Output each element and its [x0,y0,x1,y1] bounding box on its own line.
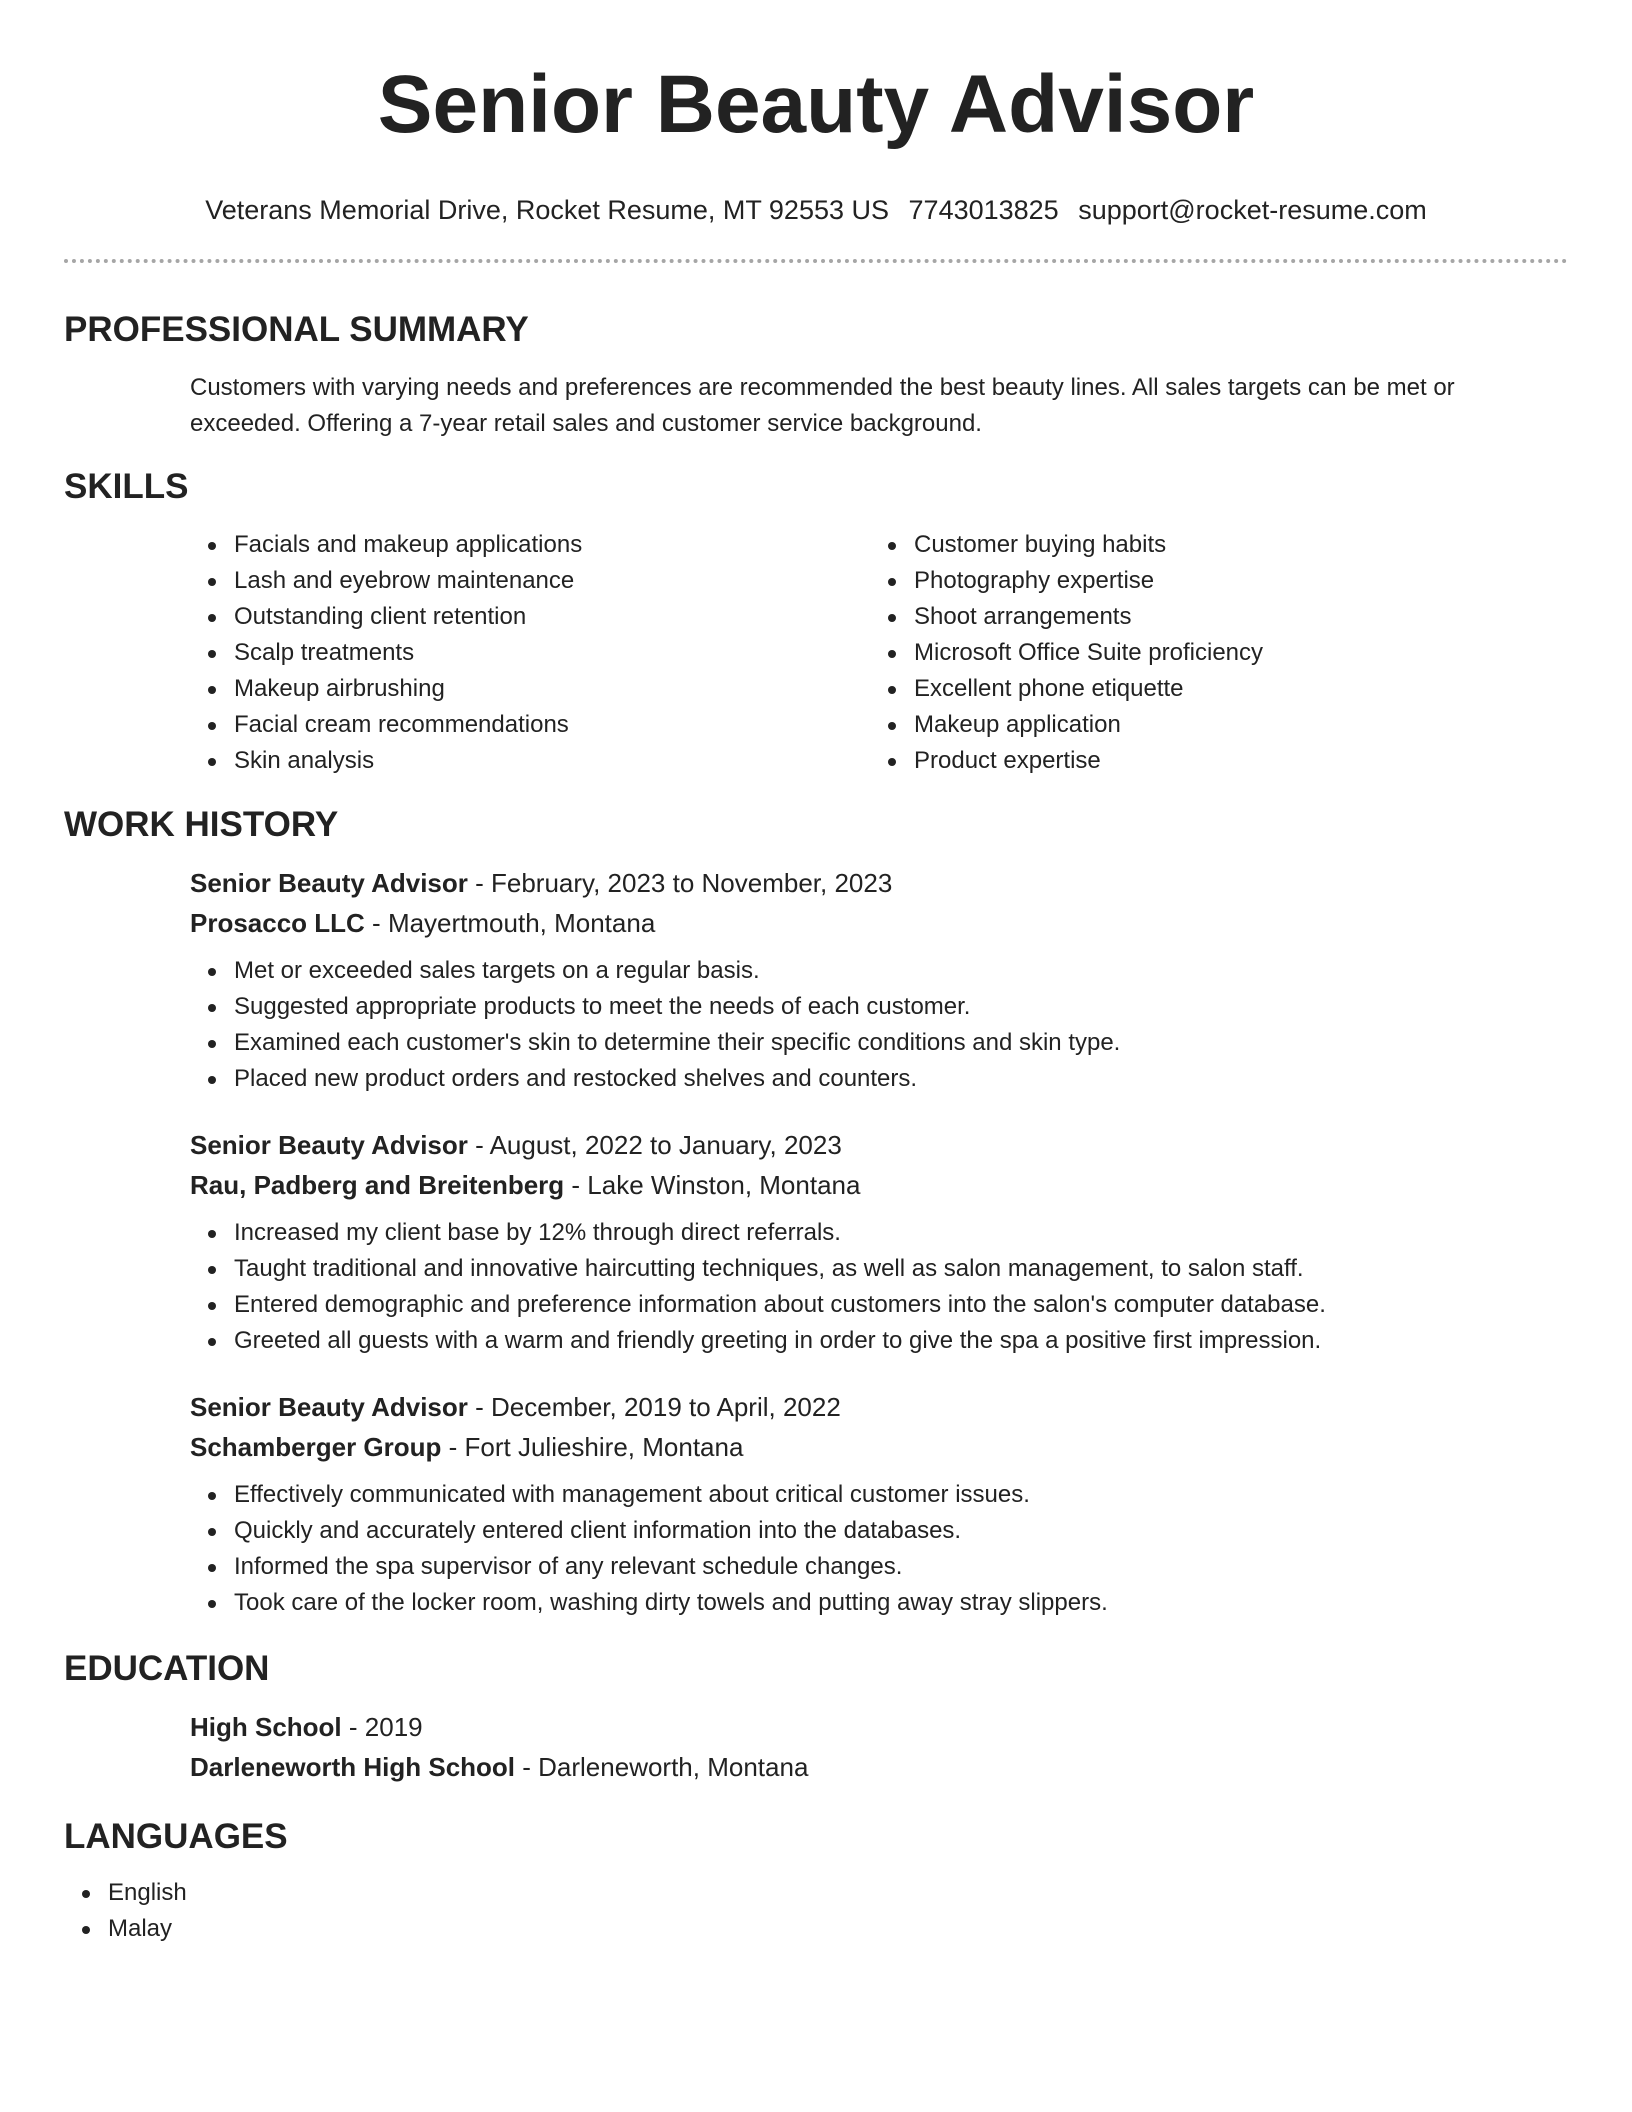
job-title-line [190,1125,1568,1165]
job-dates: December, 2019 to April, 2022 [491,1392,841,1422]
skills-list-right [870,527,1550,779]
education-degree: High School [190,1712,342,1742]
summary-title: PROFESSIONAL SUMMARY [64,310,529,349]
job-entry [190,1125,1568,1359]
job-bullet: Taught traditional and innovative haircutting techniques, as well as salon management, to salon staff. [190,1251,1568,1287]
job-company-line [190,1165,1568,1205]
skill-item: Excellent phone etiquette [870,671,1550,707]
separator: - [341,1712,365,1742]
languages-section [64,1815,1568,1947]
job-role: Senior Beauty Advisor [190,1130,468,1160]
skill-item: Skin analysis [190,743,870,779]
job-bullet: Placed new product orders and restocked shelves and counters. [190,1061,1568,1097]
skill-item: Makeup application [870,707,1550,743]
education-section [64,1647,1568,1787]
language-item: Malay [64,1911,1568,1947]
resume-name: Senior Beauty Advisor [377,59,1255,150]
job-bullet: Examined each customer's skin to determine their specific conditions and skin type. [190,1025,1568,1061]
work-section [64,803,1568,1621]
job-role: Senior Beauty Advisor [190,1392,468,1422]
languages-title: LANGUAGES [64,1817,288,1856]
job-dates: August, 2022 to January, 2023 [489,1130,842,1160]
education-school: Darleneworth High School [190,1752,516,1782]
job-bullet: Entered demographic and preference information about customers into the salon's computer database. [190,1287,1568,1323]
skill-item: Outstanding client retention [190,599,870,635]
job-bullets [190,953,1568,1097]
job-bullet: Effectively communicated with management about critical customer issues. [190,1477,1568,1513]
separator: - [467,1130,490,1160]
skill-item: Facials and makeup applications [190,527,870,563]
job-entry [190,1387,1568,1621]
job-company: Prosacco LLC [190,908,365,938]
skill-item: Shoot arrangements [870,599,1550,635]
job-location: Fort Julieshire, Montana [464,1432,744,1462]
skill-item: Product expertise [870,743,1550,779]
header-divider [64,259,1568,263]
education-location: Darleneworth, Montana [538,1752,809,1782]
job-entry [190,863,1568,1097]
skills-grid [190,527,1568,779]
job-company: Schamberger Group [190,1432,442,1462]
job-bullets [190,1477,1568,1621]
separator: - [364,908,388,938]
job-role: Senior Beauty Advisor [190,868,468,898]
language-item: English [64,1875,1568,1911]
job-title-line [190,863,1568,903]
skill-item: Customer buying habits [870,527,1550,563]
job-bullet: Increased my client base by 12% through direct referrals. [190,1215,1568,1251]
education-degree-line [190,1707,1568,1747]
education-year: 2019 [364,1712,423,1742]
job-bullet: Informed the spa supervisor of any relevant schedule changes. [190,1549,1568,1585]
summary-text: Customers with varying needs and preferences are recommended the best beauty lines. All sales targets can be met or exceeded. Offering a 7-year retail sales and customer service background. [190,374,1455,437]
resume-header [64,52,1568,263]
education-school-line [190,1747,1568,1787]
job-location: Mayertmouth, Montana [387,908,656,938]
contact-line [64,192,1568,228]
separator: - [515,1752,539,1782]
education-title: EDUCATION [64,1649,270,1688]
separator: - [564,1170,588,1200]
languages-list [64,1875,1568,1947]
separator: - [467,868,491,898]
job-bullet: Took care of the locker room, washing dirty towels and putting away stray slippers. [190,1585,1568,1621]
contact-address: Veterans Memorial Drive, Rocket Resume, MT 92553 US [205,195,890,225]
job-company-line [190,1427,1568,1467]
separator: - [467,1392,491,1422]
skill-item: Makeup airbrushing [190,671,870,707]
separator: - [441,1432,465,1462]
job-title-line [190,1387,1568,1427]
job-dates: February, 2023 to November, 2023 [491,868,893,898]
skill-item: Photography expertise [870,563,1550,599]
job-bullet: Suggested appropriate products to meet the needs of each customer. [190,989,1568,1025]
job-bullets [190,1215,1568,1359]
skill-item: Facial cream recommendations [190,707,870,743]
skills-list-left [190,527,870,779]
job-company: Rau, Padberg and Breitenberg [190,1170,565,1200]
job-bullet: Quickly and accurately entered client information into the databases. [190,1513,1568,1549]
job-bullet: Met or exceeded sales targets on a regular basis. [190,953,1568,989]
resume-page [64,0,1568,1947]
summary-section [64,308,1568,442]
skills-title: SKILLS [64,467,189,506]
skill-item: Microsoft Office Suite proficiency [870,635,1550,671]
job-location: Lake Winston, Montana [587,1170,861,1200]
job-bullet: Greeted all guests with a warm and friendly greeting in order to give the spa a positive first impression. [190,1323,1568,1359]
work-title: WORK HISTORY [64,805,339,844]
skills-section [64,465,1568,779]
education-entry [190,1707,1568,1787]
job-company-line [190,903,1568,943]
skill-item: Scalp treatments [190,635,870,671]
contact-phone: 7743013825 [908,195,1059,225]
contact-email: support@rocket-resume.com [1078,195,1427,225]
skill-item: Lash and eyebrow maintenance [190,563,870,599]
